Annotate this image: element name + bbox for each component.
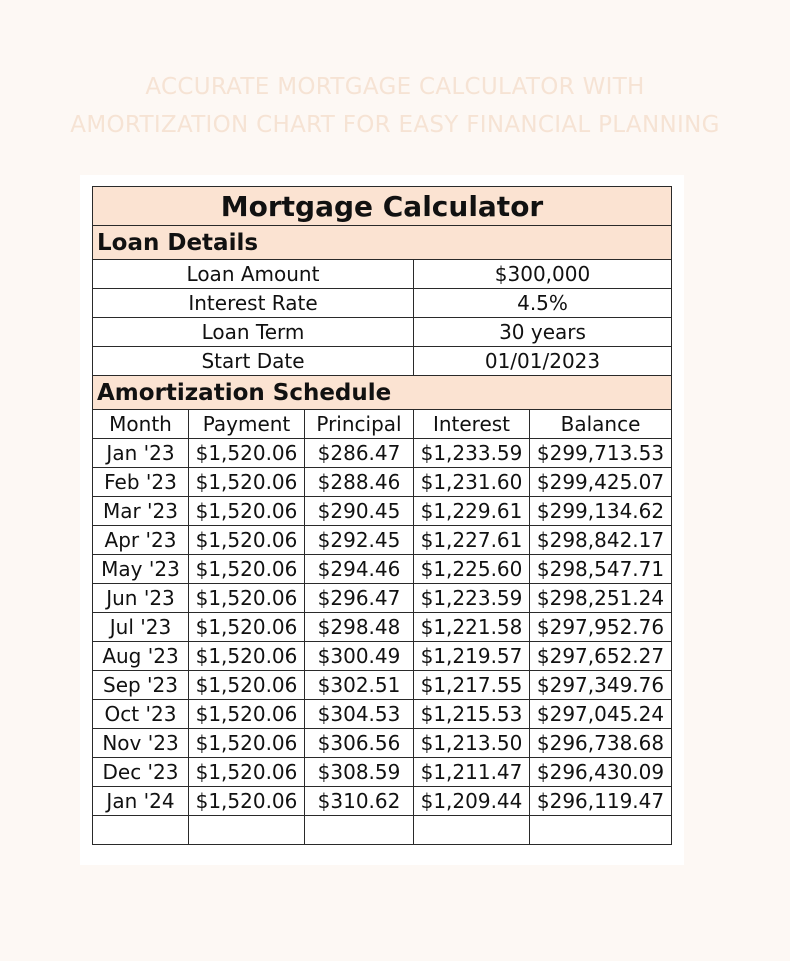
schedule-cell-interest[interactable]: $1,223.59	[414, 584, 530, 613]
schedule-header-row	[93, 410, 672, 439]
schedule-cell-interest[interactable]: $1,233.59	[414, 439, 530, 468]
loan-detail-value[interactable]: $300,000	[414, 260, 672, 289]
schedule-cell-principal[interactable]: $288.46	[305, 468, 414, 497]
schedule-row	[93, 439, 672, 468]
schedule-cell-balance[interactable]: $298,547.71	[530, 555, 672, 584]
banner-line-2: AMORTIZATION CHART FOR EASY FINANCIAL PLANNING	[70, 112, 720, 138]
loan-detail-row	[93, 318, 672, 347]
schedule-cell-principal[interactable]: $310.62	[305, 787, 414, 816]
schedule-cell-interest[interactable]: $1,215.53	[414, 700, 530, 729]
schedule-cell-month[interactable]: Jan '23	[93, 439, 189, 468]
schedule-cell-payment[interactable]: $1,520.06	[189, 671, 305, 700]
schedule-cell-month[interactable]: Feb '23	[93, 468, 189, 497]
schedule-row	[93, 555, 672, 584]
schedule-cell-interest[interactable]: $1,209.44	[414, 787, 530, 816]
schedule-cell-payment[interactable]: $1,520.06	[189, 729, 305, 758]
loan-detail-label[interactable]: Start Date	[93, 347, 414, 376]
loan-detail-label[interactable]: Loan Amount	[93, 260, 414, 289]
schedule-cell-interest[interactable]: $1,225.60	[414, 555, 530, 584]
schedule-cell-interest[interactable]: $1,221.58	[414, 613, 530, 642]
schedule-cell-month[interactable]: Dec '23	[93, 758, 189, 787]
schedule-row	[93, 642, 672, 671]
schedule-cell-principal[interactable]: $298.48	[305, 613, 414, 642]
column-header-payment[interactable]: Payment	[189, 410, 305, 439]
loan-detail-value[interactable]: 30 years	[414, 318, 672, 347]
schedule-cell-balance[interactable]: $298,842.17	[530, 526, 672, 555]
schedule-cell-principal[interactable]: $296.47	[305, 584, 414, 613]
schedule-cell-payment[interactable]: $1,520.06	[189, 758, 305, 787]
schedule-cell-balance[interactable]: $296,430.09	[530, 758, 672, 787]
schedule-cell-payment[interactable]: $1,520.06	[189, 787, 305, 816]
schedule-cell-balance[interactable]: $296,119.47	[530, 787, 672, 816]
empty-cell[interactable]	[530, 816, 672, 845]
empty-cell[interactable]	[414, 816, 530, 845]
schedule-cell-payment[interactable]: $1,520.06	[189, 642, 305, 671]
schedule-cell-interest[interactable]: $1,231.60	[414, 468, 530, 497]
schedule-cell-principal[interactable]: $294.46	[305, 555, 414, 584]
loan-detail-row	[93, 347, 672, 376]
schedule-cell-balance[interactable]: $297,349.76	[530, 671, 672, 700]
schedule-cell-month[interactable]: Oct '23	[93, 700, 189, 729]
schedule-cell-month[interactable]: May '23	[93, 555, 189, 584]
schedule-cell-payment[interactable]: $1,520.06	[189, 555, 305, 584]
schedule-cell-month[interactable]: Jul '23	[93, 613, 189, 642]
schedule-cell-principal[interactable]: $300.49	[305, 642, 414, 671]
schedule-cell-month[interactable]: Nov '23	[93, 729, 189, 758]
loan-detail-row	[93, 289, 672, 318]
schedule-cell-balance[interactable]: $298,251.24	[530, 584, 672, 613]
schedule-row	[93, 584, 672, 613]
calculator-title: Mortgage Calculator	[93, 187, 672, 226]
column-header-interest[interactable]: Interest	[414, 410, 530, 439]
schedule-cell-month[interactable]: Jun '23	[93, 584, 189, 613]
schedule-cell-interest[interactable]: $1,219.57	[414, 642, 530, 671]
schedule-cell-payment[interactable]: $1,520.06	[189, 526, 305, 555]
loan-details-heading: Loan Details	[93, 226, 672, 260]
schedule-row	[93, 787, 672, 816]
schedule-cell-payment[interactable]: $1,520.06	[189, 700, 305, 729]
schedule-row	[93, 497, 672, 526]
schedule-cell-payment[interactable]: $1,520.06	[189, 468, 305, 497]
banner-line-1: ACCURATE MORTGAGE CALCULATOR WITH	[145, 74, 645, 100]
column-header-month[interactable]: Month	[93, 410, 189, 439]
schedule-cell-balance[interactable]: $297,652.27	[530, 642, 672, 671]
schedule-cell-payment[interactable]: $1,520.06	[189, 497, 305, 526]
schedule-cell-balance[interactable]: $297,952.76	[530, 613, 672, 642]
schedule-cell-month[interactable]: Mar '23	[93, 497, 189, 526]
empty-cell[interactable]	[189, 816, 305, 845]
schedule-row	[93, 729, 672, 758]
loan-detail-label[interactable]: Interest Rate	[93, 289, 414, 318]
loan-detail-value[interactable]: 01/01/2023	[414, 347, 672, 376]
schedule-row	[93, 526, 672, 555]
schedule-cell-balance[interactable]: $299,425.07	[530, 468, 672, 497]
schedule-cell-principal[interactable]: $290.45	[305, 497, 414, 526]
schedule-cell-balance[interactable]: $297,045.24	[530, 700, 672, 729]
schedule-cell-principal[interactable]: $304.53	[305, 700, 414, 729]
loan-detail-label[interactable]: Loan Term	[93, 318, 414, 347]
schedule-cell-principal[interactable]: $306.56	[305, 729, 414, 758]
schedule-row	[93, 613, 672, 642]
empty-cell[interactable]	[305, 816, 414, 845]
loan-detail-value[interactable]: 4.5%	[414, 289, 672, 318]
schedule-cell-balance[interactable]: $299,713.53	[530, 439, 672, 468]
column-header-balance[interactable]: Balance	[530, 410, 672, 439]
schedule-cell-payment[interactable]: $1,520.06	[189, 439, 305, 468]
schedule-cell-principal[interactable]: $286.47	[305, 439, 414, 468]
schedule-cell-month[interactable]: Jan '24	[93, 787, 189, 816]
schedule-cell-balance[interactable]: $296,738.68	[530, 729, 672, 758]
empty-cell[interactable]	[93, 816, 189, 845]
schedule-row	[93, 671, 672, 700]
schedule-cell-principal[interactable]: $292.45	[305, 526, 414, 555]
schedule-cell-interest[interactable]: $1,211.47	[414, 758, 530, 787]
schedule-cell-month[interactable]: Aug '23	[93, 642, 189, 671]
schedule-cell-month[interactable]: Apr '23	[93, 526, 189, 555]
schedule-row	[93, 468, 672, 497]
schedule-cell-interest[interactable]: $1,217.55	[414, 671, 530, 700]
schedule-cell-principal[interactable]: $302.51	[305, 671, 414, 700]
empty-row	[93, 816, 672, 845]
page-banner	[0, 68, 790, 144]
loan-detail-row	[93, 260, 672, 289]
schedule-cell-principal[interactable]: $308.59	[305, 758, 414, 787]
schedule-cell-balance[interactable]: $299,134.62	[530, 497, 672, 526]
column-header-principal[interactable]: Principal	[305, 410, 414, 439]
mortgage-calculator-table	[92, 186, 672, 845]
schedule-cell-interest[interactable]: $1,213.50	[414, 729, 530, 758]
schedule-cell-interest[interactable]: $1,227.61	[414, 526, 530, 555]
schedule-row	[93, 758, 672, 787]
schedule-cell-payment[interactable]: $1,520.06	[189, 613, 305, 642]
schedule-cell-interest[interactable]: $1,229.61	[414, 497, 530, 526]
amortization-schedule-heading: Amortization Schedule	[93, 376, 672, 410]
schedule-cell-month[interactable]: Sep '23	[93, 671, 189, 700]
schedule-cell-payment[interactable]: $1,520.06	[189, 584, 305, 613]
schedule-row	[93, 700, 672, 729]
